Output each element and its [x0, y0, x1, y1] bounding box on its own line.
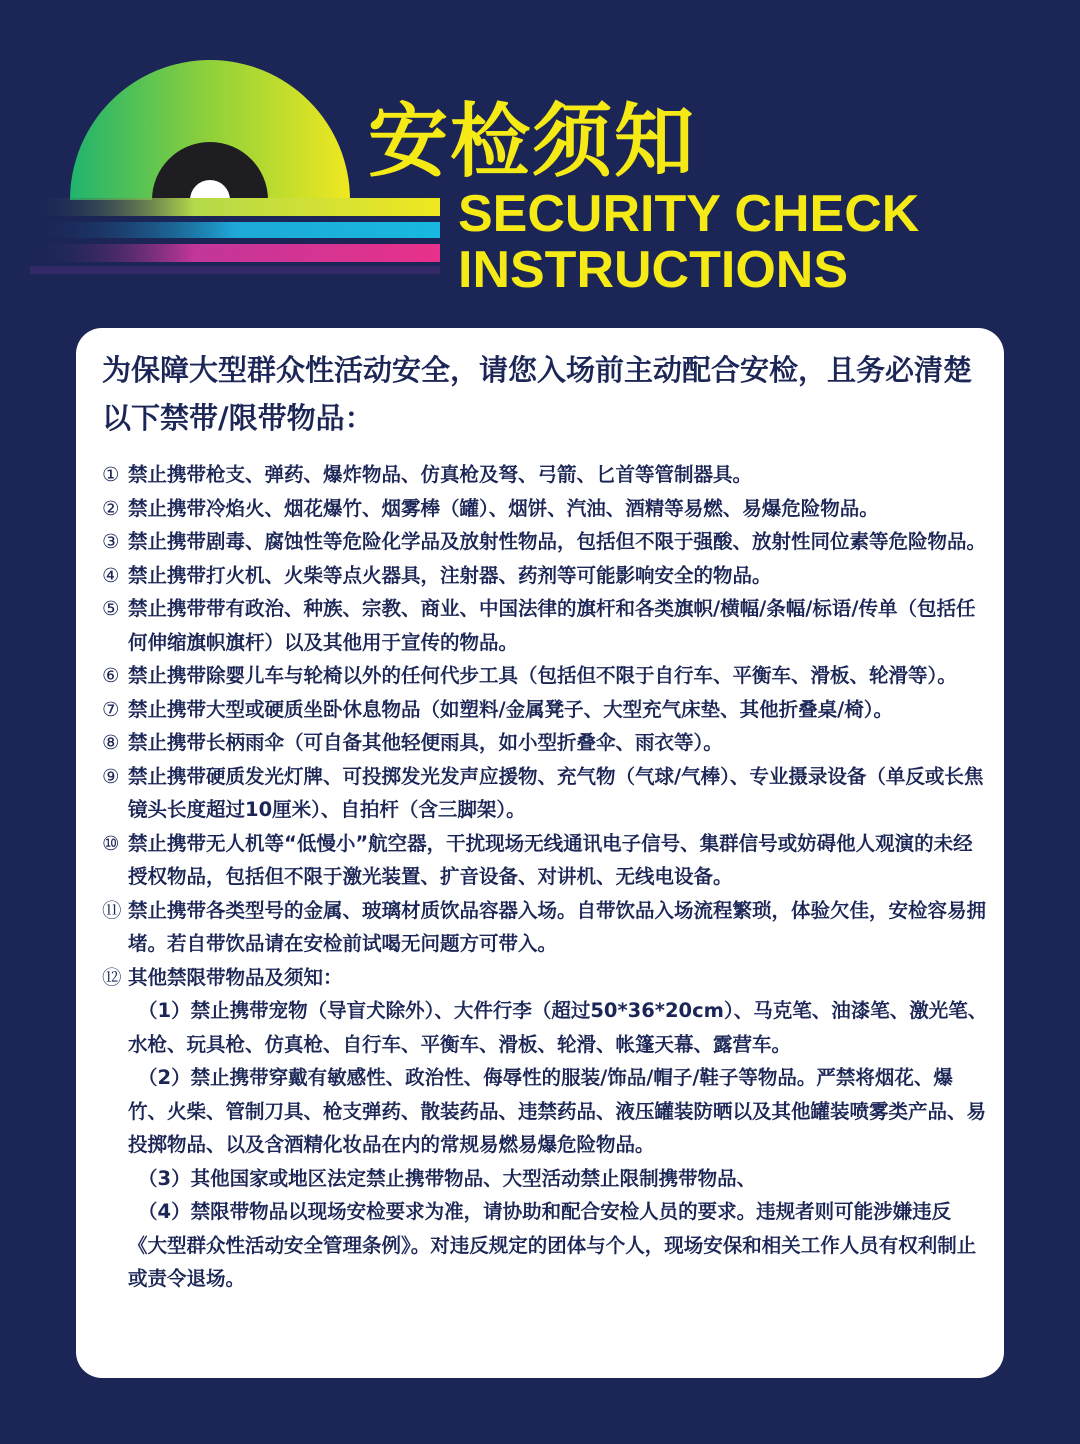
rule-item [102, 525, 988, 559]
rule-text: 禁止携带硬质发光灯牌、可投掷发光发声应援物、充气物（气球/气棒）、专业摄录设备（单反或长焦镜头长度超过10厘米）、自拍杆（含三脚架）。 [128, 764, 984, 821]
rule-number: ① [102, 463, 120, 486]
rule-number: ③ [102, 530, 120, 553]
rule-text: 其他禁限带物品及须知： [128, 965, 343, 989]
rule-number: ⑤ [102, 597, 120, 620]
instructions-card [76, 328, 1004, 1378]
sub-item: （2）禁止携带穿戴有敏感性、政治性、侮辱性的服装/饰品/帽子/鞋子等物品。严禁将烟花、爆竹、火柴、管制刀具、枪支弹药、散装药品、违禁药品、液压罐装防晒以及其他罐装喷雾类产品、易投掷物品、以及含酒精化妆品在内的常规易燃易爆危险物品。 [128, 1066, 987, 1156]
rule-item [102, 693, 988, 727]
rule-text: 禁止携带无人机等“低慢小”航空器，干扰现场无线通讯电子信号、集群信号或妨碍他人观演的未经授权物品，包括但不限于激光装置、扩音设备、对讲机、无线电设备。 [128, 831, 973, 888]
rule-number: ⑪ [102, 898, 122, 922]
rule-number: ⑦ [102, 697, 120, 721]
rule-item [102, 894, 988, 961]
rule-number: ⑩ [102, 831, 120, 855]
rule-item [102, 760, 988, 827]
page-title: 安检须知 [368, 95, 696, 188]
subtitle-line-1: SECURITY CHECK [458, 185, 920, 243]
rule-text: 禁止携带冷焰火、烟花爆竹、烟雾棒（罐）、烟饼、汽油、酒精等易燃、易爆危险物品。 [128, 496, 879, 520]
rule-number: ④ [102, 563, 120, 587]
rule-item [102, 458, 988, 492]
rule-text: 禁止携带各类型号的金属、玻璃材质饮品容器入场。自带饮品入场流程繁琐，体验欠佳，安检容易拥堵。若自带饮品请在安检前试喝无问题方可带入。 [128, 898, 987, 955]
subtitle-line-2: INSTRUCTIONS [458, 241, 848, 299]
rule-number: ⑥ [102, 664, 120, 687]
rule-text: 禁止携带枪支、弹药、爆炸物品、仿真枪及弩、弓箭、匕首等管制器具。 [128, 463, 753, 486]
rule-item [102, 961, 988, 995]
rule-item [102, 827, 988, 894]
rule-item [102, 592, 988, 659]
sub-item: （3）其他国家或地区法定禁止携带物品、大型活动禁止限制携带物品、 [138, 1166, 757, 1190]
sub-item: （4）禁限带物品以现场安检要求为准，请协助和配合安检人员的要求。违规者则可能涉嫌违反《大型群众性活动安全管理条例》。对违反规定的团体与个人，现场安保和相关工作人员有权利制止或责令退场。 [128, 1200, 977, 1290]
rule-number: ⑫ [102, 965, 122, 989]
rule-text: 禁止携带大型或硬质坐卧休息物品（如塑料/金属凳子、大型充气床垫、其他折叠桌/椅）。 [128, 697, 893, 721]
rule-text: 禁止携带长柄雨伞（可自备其他轻便雨具，如小型折叠伞、雨衣等）。 [128, 731, 723, 754]
rule-text: 禁止携带带有政治、种族、宗教、商业、中国法律的旗杆和各类旗帜/横幅/条幅/标语/传单（包括任何伸缩旗帜旗杆）以及其他用于宣传的物品。 [128, 597, 976, 654]
sub-item: （1）禁止携带宠物（导盲犬除外）、大件行李（超过50*36*20cm）、马克笔、油漆笔、激光笔、水枪、玩具枪、仿真枪、自行车、平衡车、滑板、轮滑、帐篷天幕、露营车。 [128, 999, 988, 1056]
rules-list [102, 458, 988, 1296]
rule-item [102, 726, 988, 760]
rule-text: 禁止携带打火机、火柴等点火器具，注射器、药剂等可能影响安全的物品。 [128, 563, 772, 587]
rule-text: 禁止携带除婴儿车与轮椅以外的任何代步工具（包括但不限于自行车、平衡车、滑板、轮滑等）。 [128, 664, 957, 687]
rule-item [102, 659, 988, 693]
rule-item [102, 492, 988, 526]
rule-number: ② [102, 496, 120, 520]
rule-text: 禁止携带剧毒、腐蚀性等危险化学品及放射性物品，包括但不限于强酸、放射性同位素等危险物品。 [128, 530, 987, 553]
intro-text: 为保障大型群众性活动安全，请您入场前主动配合安检，且务必清楚以下禁带/限带物品： [102, 353, 973, 435]
rule-item [102, 559, 988, 593]
rule-number: ⑧ [102, 731, 120, 754]
rule-number: ⑨ [102, 764, 120, 788]
page-subtitle [458, 186, 919, 298]
